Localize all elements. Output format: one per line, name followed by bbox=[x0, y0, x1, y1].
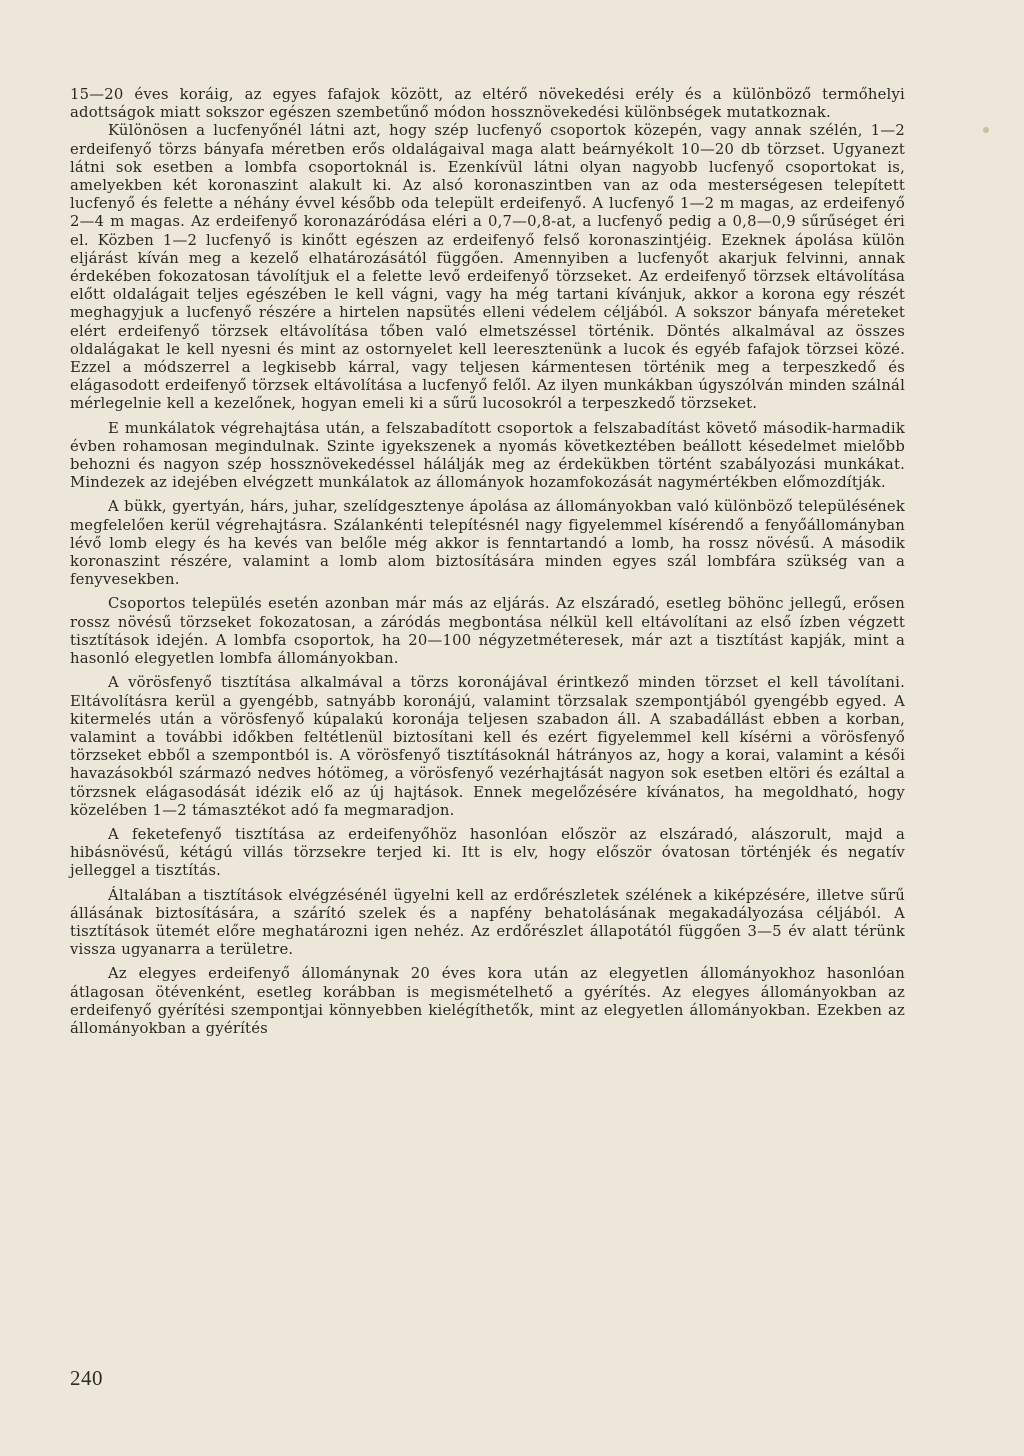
paragraph-altalaban: Általában a tisztítások elvégzésénél ügyelni kell az erdőrészletek szélének a kiképzésére, illetve sűrű állásának biztosítására, a szárító szelek és a napfény behatolásának megakadályozása céljából. A tisztítások ütemét előre meghatározni igen nehéz. Az erdőrészlet állapotától függően 3—5 év alatt térünk vissza ugyanarra a területre. bbox=[70, 886, 905, 959]
paragraph-csoportos: Csoportos település esetén azonban már más az eljárás. Az elszáradó, esetleg böhönc jellegű, erősen rossz növésű törzseket fokozatosan, a záródás megbontása nélkül kell eltávolítani az első ízben végzett tisztítások idején. A lombfa csoportok, ha 20—100 négyzetméteresek, már azt a tisztítást kapják, mint a hasonló elegyetlen lombfa állományokban. bbox=[70, 595, 905, 668]
ink-speck bbox=[983, 127, 989, 133]
paragraph-vorosfenyo: A vörösfenyő tisztítása alkalmával a törzs koronájával érintkező minden törzset el kell távolítani. Eltávolításra kerül a gyengébb, satnyább koronájú, valamint törzsalak szempontjából gyengébb egyed. A kitermelés után a vörösfenyő kúpalakú koronája teljesen szabadon áll. A szabadállást ebben a korban, valamint a további időkben feltétlenül biztosítani kell és ezért figyelemmel kell kísérni a vörösfenyő törzseket ebből a szempontból is. A vörösfenyő tisztításoknál hátrányos az, hogy a korai, valamint a késői havazásokból származó nedves hótömeg, a vörösfenyő vezérhajtását nagyon sok esetben eltöri és ezáltal a törzsnek elágasodását idézik elő az új hajtások. Ennek megelőzésére kívánatos, ha megoldható, hogy közelében 1—2 támasztékot adó fa megmaradjon. bbox=[70, 674, 905, 819]
paragraph-munkalatok: E munkálatok végrehajtása után, a felszabadított csoportok a felszabadítást követő második-harmadik évben rohamosan megindulnak. Szinte igyekszenek a nyomás következtében beállott késedelmet mielőbb behozni és nagyon szép hossznövekedéssel hálálják meg az érdekükben történt szabályozási munkákat. Mindezek az idejében elvégzett munkálatok az állományok hozamfokozását nagymértékben előmozdítják. bbox=[70, 419, 905, 492]
paragraph-continued-intro: 15—20 éves koráig, az egyes fafajok között, az eltérő növekedési erély és a különböző termőhelyi adottságok miatt sokszor egészen szembetűnő módon hossznövekedési különbségek mutatkoznak. bbox=[70, 86, 905, 122]
paragraph-lucfenyo: Különösen a lucfenyőnél látni azt, hogy szép lucfenyő csoportok közepén, vagy annak szélén, 1—2 erdeifenyő törzs bányafa méretben erős oldalágaival maga alatt beárnyékolt 10—20 db törzset. Ugyanezt látni sok esetben a lombfa csoportoknál is. Ezenkívül látni olyan nagyobb lucfenyő csoportokat is, amelyekben két koronaszint alakult ki. Az alsó koronaszintben van az oda mesterségesen telepített lucfenyő és felette a néhány évvel később oda települt erdeifenyő. A lucfenyő 1—2 m magas, az erdeifenyő 2—4 m magas. Az erdeifenyő koronazáródása eléri a 0,7—0,8-at, a lucfenyő pedig a 0,8—0,9 sűrűséget éri el. Közben 1—2 lucfenyő is kinőtt egészen az erdeifenyő felső koronaszintjéig. Ezeknek ápolása külön eljárást kíván meg a kezelő elhatározásától függően. Amennyiben a lucfenyőt akarjuk felvinni, annak érdekében fokozatosan távolítjuk el a felette levő erdeifenyő törzseket. Az erdeifenyő törzsek eltávolítása előtt oldalágait teljes egészében le kell vágni, vagy ha még tartani kívánjuk, akkor a korona egy részét meghagyjuk a lucfenyő részére a hirtelen napsütés elleni védelem céljából. A sokszor bányafa méreteket elért erdeifenyő törzsek eltávolítása tőben való elmetszéssel történik. Döntés alkalmával az összes oldalágakat le kell nyesni és mint az ostornyelet kell leeresztenünk a lucok és egyéb fafajok törzsei közé. Ezzel a módszerrel a legkisebb kárral, vagy teljesen kármentesen történik meg a terpeszkedő és elágasodott erdeifenyő törzsek eltávolítása a lucfenyő felől. Az ilyen munkákban úgyszólván minden szálnál mérlegelnie kell a kezelőnek, hogyan emeli ki a sűrű lucosokról a terpeszkedő törzseket. bbox=[70, 122, 905, 413]
page-body bbox=[70, 86, 905, 1038]
page-number: 240 bbox=[70, 1366, 103, 1390]
paragraph-elegyes: Az elegyes erdeifenyő állománynak 20 éves kora után az elegyetlen állományokhoz hasonlóan átlagosan ötévenként, esetleg korábban is megismételhető a gyérítés. Az elegyes állományokban az erdeifenyő gyérítési szempontjai könnyebben kielégíthetők, mint az elegyetlen állományokban. Ezekben az állományokban a gyérítés bbox=[70, 965, 905, 1037]
paragraph-bukk: A bükk, gyertyán, hárs, juhar, szelídgesztenye ápolása az állományokban való különböző településének megfelelően kerül végrehajtásra. Szálankénti telepítésnél nagy figyelemmel kísérendő a fenyőállományban lévő lomb elegy és ha kevés van belőle még akkor is fenntartandó a lomb, ha rossz növésű. A második koronaszint részére, valamint a lomb alom biztosítására minden egyes szál lombfára szükség van a fenyvesekben. bbox=[70, 498, 905, 589]
paragraph-feketefenyo: A feketefenyő tisztítása az erdeifenyőhöz hasonlóan először az elszáradó, alászorult, majd a hibásnövésű, kétágú villás törzsekre terjed ki. Itt is elv, hogy először óvatosan történjék és negatív jelleggel a tisztítás. bbox=[70, 825, 905, 880]
